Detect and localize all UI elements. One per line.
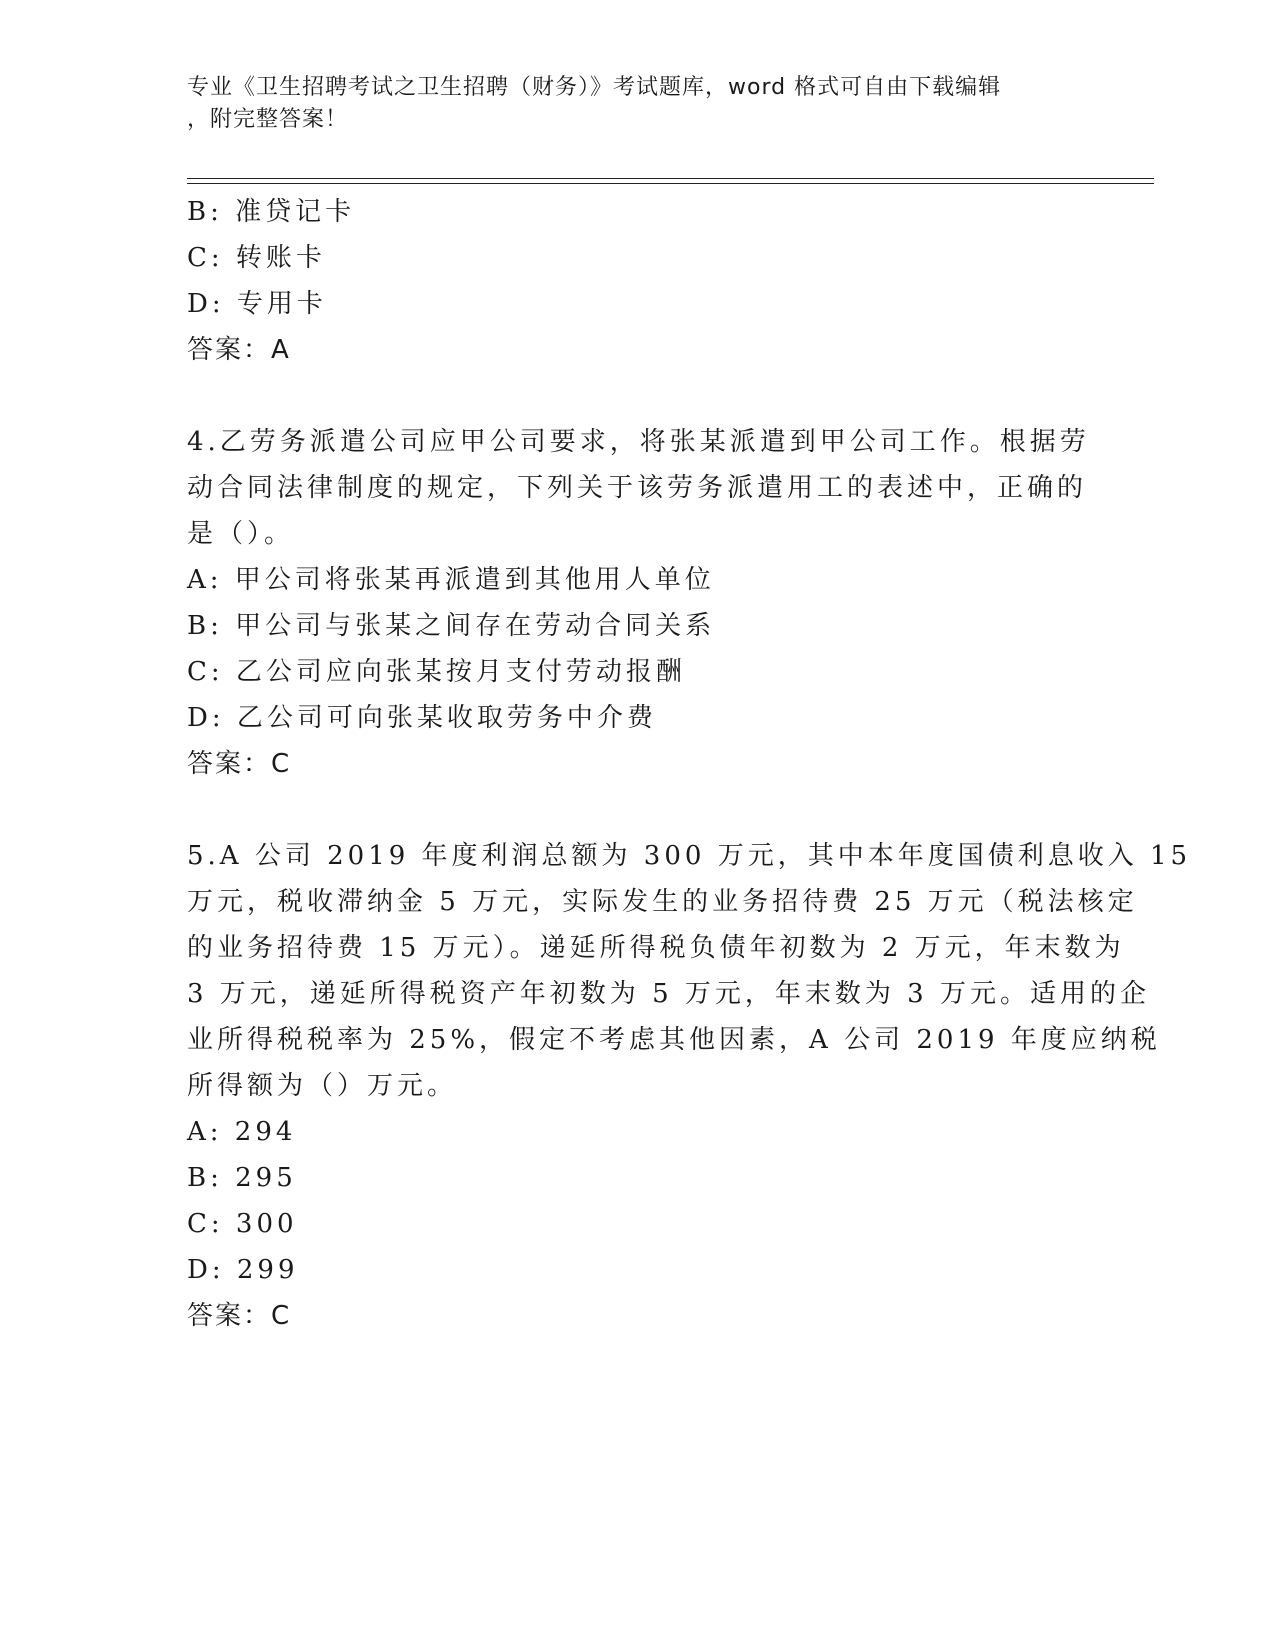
question-stem-line: 是（）。 <box>187 519 295 549</box>
option-d: D: 专用卡 <box>187 289 327 319</box>
option-a: A: 甲公司将张某再派遣到其他用人单位 <box>187 565 715 595</box>
option-b: B: 准贷记卡 <box>187 197 356 227</box>
option-c: C: 乙公司应向张某按月支付劳动报酬 <box>187 657 686 687</box>
answer-label: 答案：A <box>187 335 291 365</box>
header-line-1: 专业《卫生招聘考试之卫生招聘（财务）》考试题库，word 格式可自由下载编辑 <box>187 75 1002 100</box>
question-stem-line: 动合同法律制度的规定，下列关于该劳务派遣用工的表述中，正确的 <box>187 473 1088 503</box>
question-stem-line: 万元，税收滞纳金 5 万元，实际发生的业务招待费 25 万元（税法核定 <box>187 887 1138 917</box>
question-content <box>187 189 1192 1339</box>
header-divider-bottom <box>187 183 1154 184</box>
header-divider-top <box>187 178 1154 179</box>
question-stem-line: 5.A 公司 2019 年度利润总额为 300 万元，其中本年度国债利息收入 15 <box>187 841 1192 871</box>
document-header <box>187 72 1067 136</box>
question-stem-line: 的业务招待费 15 万元）。递延所得税负债年初数为 2 万元，年末数为 <box>187 933 1125 963</box>
answer-label: 答案：C <box>187 749 292 779</box>
option-a: A: 294 <box>187 1117 297 1147</box>
question-stem-line: 业所得税税率为 25%，假定不考虑其他因素，A 公司 2019 年度应纳税 <box>187 1025 1161 1055</box>
question-stem-line: 4.乙劳务派遣公司应甲公司要求，将张某派遣到甲公司工作。根据劳 <box>187 427 1090 457</box>
option-b: B: 295 <box>187 1163 297 1193</box>
question-4 <box>187 419 1090 787</box>
question-stem-line: 所得额为（）万元。 <box>187 1071 458 1101</box>
option-d: D: 299 <box>187 1255 299 1285</box>
answer-label: 答案：C <box>187 1301 292 1331</box>
option-c: C: 转账卡 <box>187 243 326 273</box>
question-5 <box>187 833 1192 1339</box>
header-line-2: ，附完整答案！ <box>187 107 349 132</box>
option-d: D: 乙公司可向张某收取劳务中介费 <box>187 703 657 733</box>
question-stem-line: 3 万元，递延所得税资产年初数为 5 万元，年末数为 3 万元。适用的企 <box>187 979 1150 1009</box>
option-b: B: 甲公司与张某之间存在劳动合同关系 <box>187 611 716 641</box>
option-c: C: 300 <box>187 1209 298 1239</box>
question-3-tail <box>187 189 1087 373</box>
